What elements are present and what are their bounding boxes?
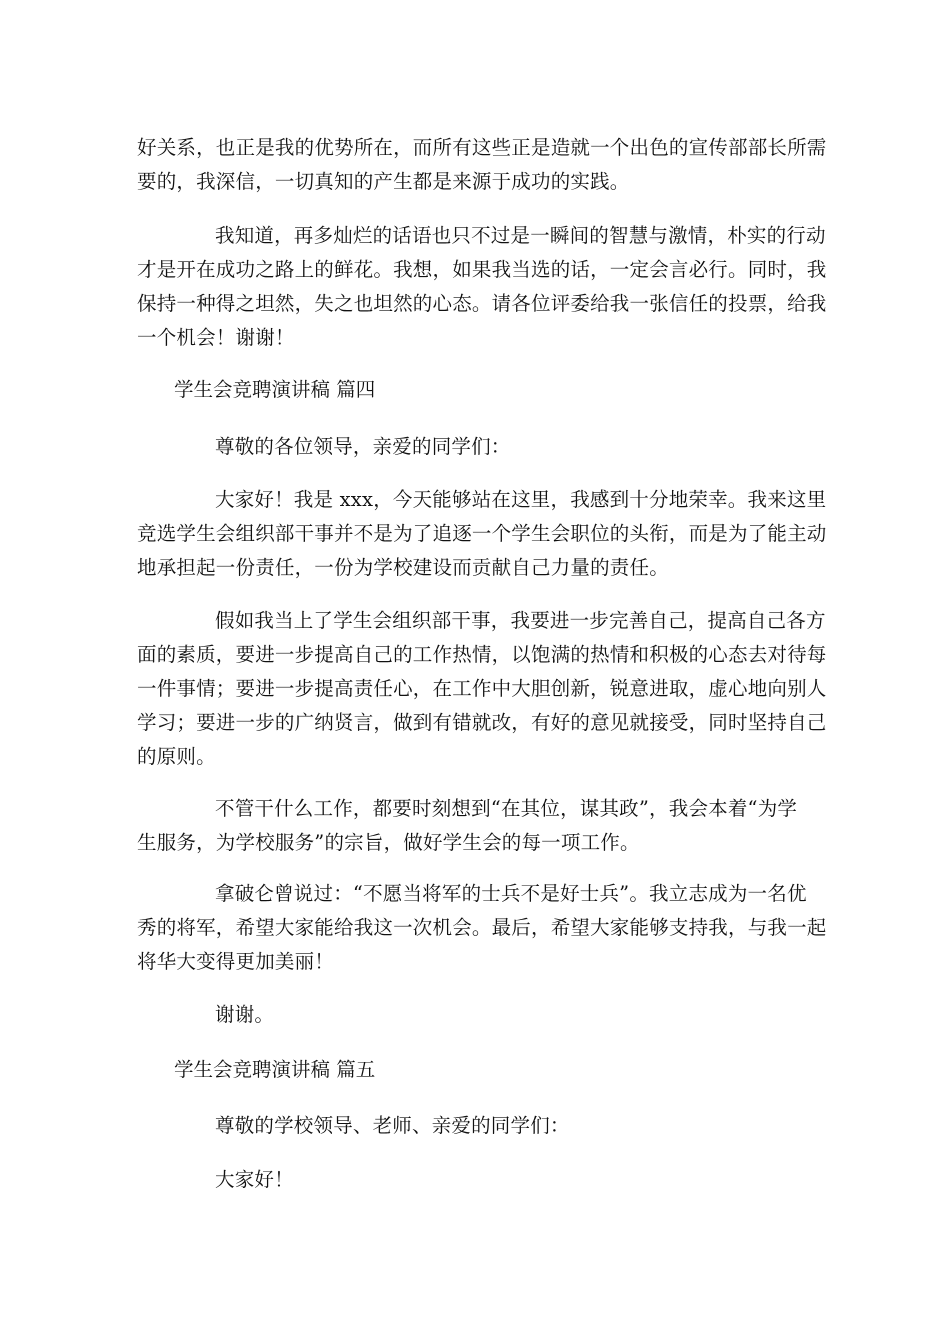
- text-line: 生服务，为学校服务”的宗旨，做好学生会的每一项工作。: [137, 831, 640, 854]
- text-line: 尊敬的学校领导、老师、亲爱的同学们：: [215, 1114, 570, 1137]
- section-heading: 学生会竞聘演讲稿 篇五: [174, 1058, 376, 1081]
- text-line: 面的素质，要进一步提高自己的工作热情，以饱满的热情和积极的心态去对待每: [137, 643, 827, 666]
- text-line: 保持一种得之坦然，失之也坦然的心态。请各位评委给我一张信任的投票，给我: [137, 292, 827, 315]
- salutation: [137, 1109, 817, 1143]
- text-line: 要的，我深信，一切真知的产生都是来源于成功的实践。: [137, 170, 630, 193]
- closing-thanks: [137, 998, 817, 1032]
- paragraph: [137, 604, 827, 774]
- text-line: 的原则。: [137, 745, 216, 768]
- text-line: 我知道，再多灿烂的话语也只不过是一瞬间的智慧与激情，朴实的行动: [215, 224, 826, 247]
- paragraph: [137, 219, 827, 355]
- text-line: 好关系，也正是我的优势所在，而所有这些正是造就一个出色的宣传部部长所需: [137, 136, 827, 159]
- text-line: 竞选学生会组织部干事并不是为了追逐一个学生会职位的头衔，而是为了能主动: [137, 522, 827, 545]
- paragraph-continuation: [137, 131, 827, 199]
- section-heading: 学生会竞聘演讲稿 篇四: [174, 378, 376, 401]
- paragraph: [137, 792, 817, 860]
- text-line: 大家好！我是 xxx，今天能够站在这里，我感到十分地荣幸。我来这里: [215, 488, 827, 511]
- text-line: 一件事情；要进一步提高责任心，在工作中大胆创新，锐意进取，虚心地向别人: [137, 677, 827, 700]
- text-line: 拿破仑曾说过：“不愿当将军的士兵不是好士兵”。我立志成为一名优: [215, 882, 807, 905]
- paragraph: [137, 483, 827, 585]
- salutation: [137, 430, 817, 464]
- greeting: [137, 1163, 817, 1197]
- text-line: 地承担起一份责任，一份为学校建设而贡献自己力量的责任。: [137, 556, 669, 579]
- text-line: 一个机会！谢谢！: [137, 326, 295, 349]
- text-line: 才是开在成功之路上的鲜花。我想，如果我当选的话，一定会言必行。同时，我: [137, 258, 827, 281]
- text-line: 谢谢。: [215, 1003, 275, 1026]
- text-line: 学习；要进一步的广纳贤言，做到有错就改，有好的意见就接受，同时坚持自己: [137, 711, 827, 734]
- text-line: 假如我当上了学生会组织部干事，我要进一步完善自己，提高自己各方: [215, 609, 826, 632]
- text-line: 不管干什么工作，都要时刻想到“在其位，谋其政”，我会本着“为学: [215, 797, 798, 820]
- text-line: 将华大变得更加美丽！: [137, 950, 335, 973]
- text-line: 秀的将军，希望大家能给我这一次机会。最后，希望大家能够支持我，与我一起: [137, 916, 827, 939]
- text-line: 尊敬的各位领导，亲爱的同学们：: [215, 435, 511, 458]
- paragraph: [137, 877, 827, 979]
- text-line: 大家好！: [215, 1168, 294, 1191]
